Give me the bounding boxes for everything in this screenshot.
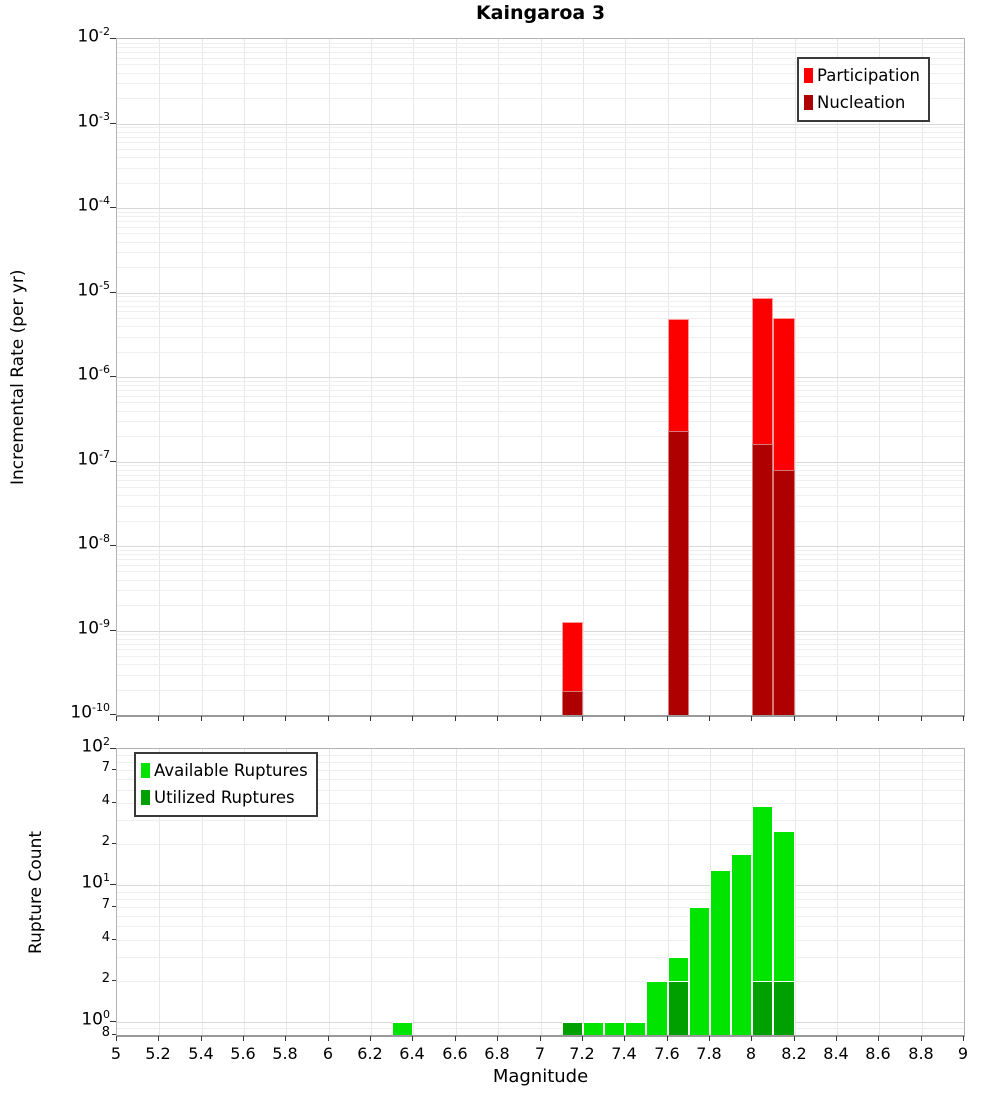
y-tick-label: 8 bbox=[101, 1025, 110, 1040]
gridline bbox=[117, 127, 964, 128]
legend-label-available: Available Ruptures bbox=[154, 761, 308, 780]
x-tick bbox=[878, 716, 879, 721]
x-tick-label: 7.4 bbox=[611, 1044, 637, 1063]
x-tick bbox=[201, 716, 202, 721]
x-tick bbox=[412, 716, 413, 721]
x-tick bbox=[158, 1036, 159, 1041]
legend-item-nucleation bbox=[804, 89, 920, 116]
gridline bbox=[117, 132, 964, 133]
x-tick bbox=[412, 1036, 413, 1041]
x-tick-label: 8.2 bbox=[781, 1044, 807, 1063]
x-tick bbox=[582, 1036, 583, 1041]
nucleation-swatch bbox=[804, 95, 813, 110]
gridline bbox=[117, 521, 964, 522]
gridline bbox=[117, 221, 964, 222]
available-ruptures-swatch bbox=[141, 763, 150, 778]
x-tick bbox=[963, 1036, 964, 1041]
y-tick bbox=[112, 843, 116, 844]
chart-title: Kaingaroa 3 bbox=[475, 2, 606, 24]
y-tick bbox=[110, 292, 116, 293]
x-tick bbox=[455, 716, 456, 721]
gridline bbox=[117, 183, 964, 184]
x-tick bbox=[243, 1036, 244, 1041]
gridline bbox=[117, 421, 964, 422]
gridline bbox=[117, 208, 964, 209]
x-tick-label: 5.8 bbox=[272, 1044, 298, 1063]
x-tick-label: 6.2 bbox=[357, 1044, 383, 1063]
gridline bbox=[117, 892, 964, 893]
x-tick-label: 8.8 bbox=[908, 1044, 934, 1063]
gridline bbox=[117, 337, 964, 338]
bar-available-ruptures-7.25 bbox=[583, 1022, 604, 1035]
y-tick bbox=[112, 980, 116, 981]
gridline bbox=[117, 242, 964, 243]
x-tick bbox=[709, 716, 710, 721]
x-tick bbox=[370, 1036, 371, 1041]
y-tick-label: $10^2$ bbox=[81, 735, 110, 757]
gridline bbox=[117, 311, 964, 312]
gridline bbox=[117, 233, 964, 234]
gridline bbox=[117, 465, 964, 466]
gridline bbox=[117, 411, 964, 412]
x-tick-label: 7.2 bbox=[569, 1044, 595, 1063]
y-tick bbox=[112, 1034, 116, 1035]
bar-available-ruptures-7.35 bbox=[604, 1022, 625, 1035]
gridline bbox=[117, 43, 964, 44]
legend-item-available bbox=[141, 757, 308, 784]
y-tick-label: 7 bbox=[101, 760, 110, 775]
x-tick bbox=[667, 1036, 668, 1041]
gridline bbox=[117, 506, 964, 507]
y-tick-label: $10^0$ bbox=[81, 1008, 110, 1030]
gridline bbox=[117, 649, 964, 650]
bar-nucleation-8.05 bbox=[752, 444, 773, 715]
gridline bbox=[117, 1028, 964, 1029]
x-tick bbox=[582, 716, 583, 721]
gridline bbox=[117, 352, 964, 353]
y-tick-label: $10^{-6}$ bbox=[77, 363, 110, 385]
x-tick bbox=[709, 1036, 710, 1041]
y-tick-label: $10^{-10}$ bbox=[70, 701, 110, 723]
x-tick bbox=[878, 1036, 879, 1041]
gridline bbox=[117, 940, 964, 941]
x-tick bbox=[328, 1036, 329, 1041]
bottom-y-axis-label: Rupture Count bbox=[26, 830, 46, 955]
x-tick-label: 8.6 bbox=[865, 1044, 891, 1063]
gridline bbox=[117, 216, 964, 217]
gridline bbox=[117, 137, 964, 138]
x-tick-label: 5.4 bbox=[188, 1044, 214, 1063]
x-tick bbox=[624, 716, 625, 721]
gridline bbox=[117, 390, 964, 391]
x-tick bbox=[370, 716, 371, 721]
gridline bbox=[117, 644, 964, 645]
gridline bbox=[117, 293, 964, 294]
x-tick bbox=[794, 716, 795, 721]
x-tick-label: 6.8 bbox=[484, 1044, 510, 1063]
x-tick bbox=[285, 716, 286, 721]
x-tick bbox=[624, 1036, 625, 1041]
x-tick bbox=[497, 1036, 498, 1041]
y-tick bbox=[112, 939, 116, 940]
gridline bbox=[117, 690, 964, 691]
bar-available-ruptures-6.35 bbox=[392, 1022, 413, 1035]
bar-utilized-ruptures-7.15 bbox=[562, 1022, 583, 1035]
gridline bbox=[117, 396, 964, 397]
x-tick bbox=[921, 716, 922, 721]
participation-swatch bbox=[804, 68, 813, 83]
legend-item-participation bbox=[804, 62, 920, 89]
bar-nucleation-7.15 bbox=[562, 691, 583, 715]
gridline bbox=[117, 252, 964, 253]
x-tick bbox=[455, 1036, 456, 1041]
gridline bbox=[117, 267, 964, 268]
x-tick bbox=[116, 1036, 117, 1041]
y-tick-label: $10^{-3}$ bbox=[77, 110, 110, 132]
gridline bbox=[117, 124, 964, 125]
gridline bbox=[117, 149, 964, 150]
gridline bbox=[117, 631, 964, 632]
gridline bbox=[117, 142, 964, 143]
x-tick-label: 8.4 bbox=[823, 1044, 849, 1063]
y-tick-label: $10^{-9}$ bbox=[77, 617, 110, 639]
gridline bbox=[117, 559, 964, 560]
x-tick bbox=[836, 1036, 837, 1041]
x-tick bbox=[285, 1036, 286, 1041]
gridline bbox=[117, 306, 964, 307]
x-tick bbox=[794, 1036, 795, 1041]
gridline bbox=[117, 326, 964, 327]
x-tick bbox=[751, 716, 752, 721]
gridline bbox=[117, 675, 964, 676]
gridline bbox=[117, 844, 964, 845]
bar-nucleation-8.15 bbox=[773, 470, 794, 715]
y-tick-label: 4 bbox=[101, 793, 110, 808]
x-tick bbox=[963, 716, 964, 721]
gridline bbox=[117, 820, 964, 821]
y-tick bbox=[110, 630, 116, 631]
gridline bbox=[117, 301, 964, 302]
x-tick bbox=[158, 716, 159, 721]
y-tick-label: $10^{-2}$ bbox=[77, 25, 110, 47]
gridline bbox=[117, 480, 964, 481]
y-tick bbox=[110, 714, 116, 715]
gridline bbox=[117, 436, 964, 437]
utilized-ruptures-swatch bbox=[141, 790, 150, 805]
x-tick bbox=[116, 716, 117, 721]
gridline bbox=[117, 550, 964, 551]
gridline bbox=[117, 907, 964, 908]
x-tick bbox=[243, 716, 244, 721]
y-tick bbox=[110, 748, 116, 749]
gridline bbox=[117, 381, 964, 382]
x-tick-label: 6 bbox=[322, 1044, 334, 1063]
y-tick-label: 2 bbox=[101, 971, 110, 986]
gridline bbox=[117, 157, 964, 158]
x-axis-label: Magnitude bbox=[492, 1066, 589, 1087]
bar-available-ruptures-7.85 bbox=[710, 870, 731, 1035]
y-tick bbox=[112, 802, 116, 803]
gridline bbox=[117, 168, 964, 169]
x-tick-label: 9 bbox=[957, 1044, 969, 1063]
gridline bbox=[117, 634, 964, 635]
x-tick bbox=[921, 1036, 922, 1041]
y-tick bbox=[110, 123, 116, 124]
gridline bbox=[117, 227, 964, 228]
gridline bbox=[117, 639, 964, 640]
y-tick-label: $10^1$ bbox=[81, 871, 110, 893]
y-tick bbox=[110, 545, 116, 546]
y-tick bbox=[110, 38, 116, 39]
gridline bbox=[117, 565, 964, 566]
y-tick bbox=[110, 461, 116, 462]
x-tick bbox=[540, 1036, 541, 1041]
x-tick-label: 6.4 bbox=[399, 1044, 425, 1063]
y-tick bbox=[110, 1021, 116, 1022]
x-tick-label: 5 bbox=[110, 1044, 122, 1063]
x-tick-label: 5.6 bbox=[230, 1044, 256, 1063]
gridline bbox=[117, 554, 964, 555]
x-tick bbox=[667, 716, 668, 721]
gridline bbox=[117, 385, 964, 386]
y-tick-label: 7 bbox=[101, 897, 110, 912]
gridline bbox=[117, 52, 964, 53]
bar-utilized-ruptures-8.15 bbox=[773, 981, 794, 1035]
y-tick bbox=[110, 884, 116, 885]
gridline bbox=[117, 580, 964, 581]
gridline bbox=[117, 981, 964, 982]
gridline bbox=[117, 605, 964, 606]
gridline bbox=[117, 899, 964, 900]
x-tick-label: 6.6 bbox=[442, 1044, 468, 1063]
gridline bbox=[117, 495, 964, 496]
bar-available-ruptures-7.55 bbox=[646, 981, 667, 1035]
gridline bbox=[117, 377, 964, 378]
legend-label-utilized: Utilized Ruptures bbox=[154, 788, 295, 807]
legend-label-nucleation: Nucleation bbox=[817, 93, 906, 112]
legend-label-participation: Participation bbox=[817, 66, 921, 85]
gridline bbox=[117, 318, 964, 319]
x-tick-label: 7 bbox=[534, 1044, 546, 1063]
gridline bbox=[117, 296, 964, 297]
gridline bbox=[117, 885, 964, 886]
legend-rate bbox=[797, 57, 930, 122]
gridline bbox=[117, 470, 964, 471]
bar-available-ruptures-7.95 bbox=[731, 854, 752, 1035]
x-tick bbox=[751, 1036, 752, 1041]
gridline bbox=[117, 664, 964, 665]
gridline bbox=[117, 487, 964, 488]
x-tick-label: 8 bbox=[745, 1044, 757, 1063]
y-tick-label: $10^{-4}$ bbox=[77, 194, 110, 216]
bar-available-ruptures-7.45 bbox=[625, 1022, 646, 1035]
x-tick bbox=[497, 716, 498, 721]
incremental-rate-panel bbox=[116, 38, 965, 717]
gridline bbox=[117, 212, 964, 213]
gridline bbox=[117, 916, 964, 917]
gridline bbox=[117, 957, 964, 958]
gridline bbox=[117, 656, 964, 657]
y-tick bbox=[110, 376, 116, 377]
x-tick bbox=[328, 716, 329, 721]
x-tick bbox=[540, 716, 541, 721]
bar-utilized-ruptures-7.65 bbox=[668, 981, 689, 1035]
gridline bbox=[117, 590, 964, 591]
y-tick-label: 4 bbox=[101, 930, 110, 945]
y-tick-label: 2 bbox=[101, 834, 110, 849]
bar-available-ruptures-7.75 bbox=[689, 907, 710, 1036]
bar-nucleation-7.65 bbox=[668, 431, 689, 715]
legend-item-utilized bbox=[141, 784, 308, 811]
y-tick bbox=[112, 906, 116, 907]
gridline bbox=[117, 571, 964, 572]
gridline bbox=[117, 462, 964, 463]
gridline bbox=[117, 402, 964, 403]
x-tick bbox=[836, 716, 837, 721]
x-tick-label: 7.8 bbox=[696, 1044, 722, 1063]
y-tick-label: $10^{-8}$ bbox=[77, 532, 110, 554]
gridline bbox=[117, 926, 964, 927]
gridline bbox=[117, 475, 964, 476]
x-tick bbox=[201, 1036, 202, 1041]
top-y-axis-label: Incremental Rate (per yr) bbox=[8, 269, 28, 486]
y-tick-label: $10^{-5}$ bbox=[77, 279, 110, 301]
legend-count bbox=[134, 752, 318, 817]
x-tick-label: 7.6 bbox=[654, 1044, 680, 1063]
gridline bbox=[117, 1022, 964, 1023]
x-tick-label: 5.2 bbox=[145, 1044, 171, 1063]
y-tick-label: $10^{-7}$ bbox=[77, 448, 110, 470]
gridline bbox=[117, 47, 964, 48]
bar-utilized-ruptures-8.05 bbox=[752, 981, 773, 1035]
y-tick bbox=[112, 769, 116, 770]
gridline bbox=[117, 546, 964, 547]
y-tick bbox=[110, 207, 116, 208]
